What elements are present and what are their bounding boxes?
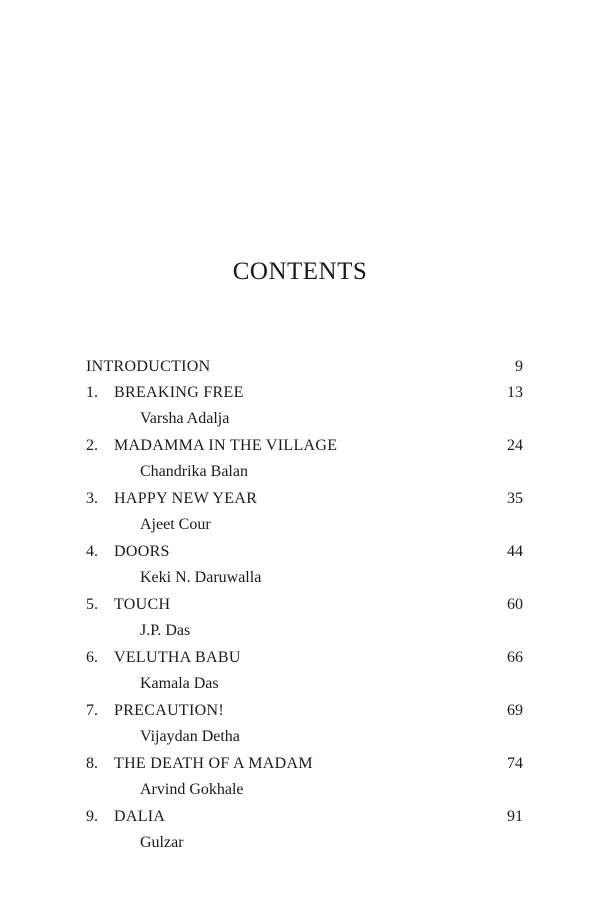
toc-intro-row bbox=[86, 354, 523, 380]
toc-entry-number: 2. bbox=[86, 437, 98, 454]
toc-entry bbox=[86, 698, 523, 751]
toc-entry-title: PRECAUTION! bbox=[114, 702, 224, 719]
toc-entry-author: Arvind Gokhale bbox=[140, 781, 244, 798]
toc-entry-author: Keki N. Daruwalla bbox=[140, 569, 262, 586]
toc-entry bbox=[86, 645, 523, 698]
toc-entry-author: J.P. Das bbox=[140, 622, 191, 639]
toc-entry-number: 1. bbox=[86, 384, 98, 401]
toc-entry-page: 66 bbox=[507, 649, 523, 666]
toc-entry-number: 7. bbox=[86, 702, 98, 719]
toc-entry-page: 35 bbox=[507, 490, 523, 507]
toc-entry bbox=[86, 433, 523, 486]
toc-entry-author: Varsha Adalja bbox=[140, 410, 230, 427]
toc-entry-page: 91 bbox=[507, 808, 523, 825]
toc-entry-page: 74 bbox=[507, 755, 523, 772]
toc-entry bbox=[86, 539, 523, 592]
toc-entry-title: DOORS bbox=[114, 543, 170, 560]
toc-entry-page: 44 bbox=[507, 543, 523, 560]
toc-entry-title: DALIA bbox=[114, 808, 166, 825]
toc-intro-label: INTRODUCTION bbox=[86, 358, 211, 375]
toc-entry-number: 6. bbox=[86, 649, 98, 666]
toc-entry-author: Kamala Das bbox=[140, 675, 219, 692]
toc-entry-author: Ajeet Cour bbox=[140, 516, 211, 533]
toc-entry-title: HAPPY NEW YEAR bbox=[114, 490, 258, 507]
toc-entry-author: Chandrika Balan bbox=[140, 463, 248, 480]
toc-entry-title: VELUTHA BABU bbox=[114, 649, 241, 666]
toc-entry bbox=[86, 804, 523, 857]
toc-entry-author: Vijaydan Detha bbox=[140, 728, 240, 745]
page-title: CONTENTS bbox=[232, 258, 368, 285]
toc-entry-page: 24 bbox=[507, 437, 523, 454]
toc-entry-page: 13 bbox=[507, 384, 523, 401]
toc-entry-author: Gulzar bbox=[140, 834, 184, 851]
toc-entry-number: 4. bbox=[86, 543, 98, 560]
toc-entry-title: BREAKING FREE bbox=[114, 384, 244, 401]
toc-entry bbox=[86, 380, 523, 433]
toc-entry-number: 8. bbox=[86, 755, 98, 772]
toc-entry bbox=[86, 592, 523, 645]
toc-entry-number: 5. bbox=[86, 596, 98, 613]
toc-entry-number: 3. bbox=[86, 490, 98, 507]
toc-entry-title: THE DEATH OF A MADAM bbox=[114, 755, 313, 772]
toc-entry-number: 9. bbox=[86, 808, 98, 825]
table-of-contents bbox=[86, 354, 523, 857]
toc-entry-page: 60 bbox=[507, 596, 523, 613]
toc-entry-title: MADAMMA IN THE VILLAGE bbox=[114, 437, 338, 454]
toc-entry-page: 69 bbox=[507, 702, 523, 719]
toc-entry bbox=[86, 486, 523, 539]
toc-entry-title: TOUCH bbox=[114, 596, 171, 613]
toc-entry bbox=[86, 751, 523, 804]
toc-intro-page: 9 bbox=[515, 358, 523, 375]
